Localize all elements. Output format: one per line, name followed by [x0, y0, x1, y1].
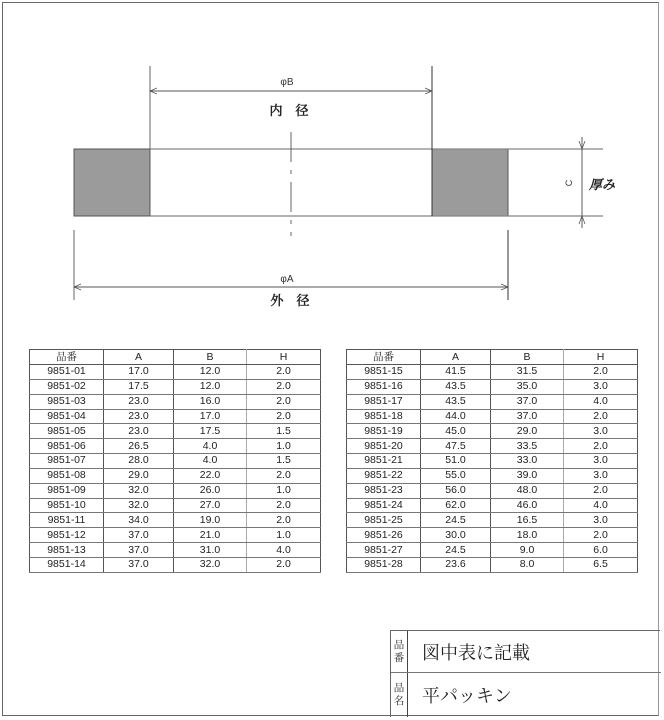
cell-a: 45.0 [421, 424, 491, 439]
cell-b: 22.0 [174, 468, 247, 483]
cell-a: 51.0 [421, 454, 491, 469]
cell-part-number: 9851-08 [30, 468, 104, 483]
cell-part-number: 9851-16 [347, 379, 421, 394]
part-name-label [391, 673, 408, 717]
cell-a: 23.0 [104, 409, 174, 424]
cell-a: 23.0 [104, 424, 174, 439]
cell-b: 17.5 [174, 424, 247, 439]
table-row [30, 528, 321, 543]
cell-a: 62.0 [421, 498, 491, 513]
cell-h: 2.0 [247, 498, 321, 513]
table-body-right [347, 365, 638, 573]
cell-part-number: 9851-09 [30, 483, 104, 498]
cell-b: 21.0 [174, 528, 247, 543]
cell-h: 2.0 [247, 513, 321, 528]
gasket-section-left [74, 149, 150, 216]
cell-part-number: 9851-17 [347, 394, 421, 409]
cell-h: 3.0 [564, 454, 638, 469]
thickness-symbol: C [564, 179, 574, 187]
cell-h: 2.0 [564, 528, 638, 543]
table-row [30, 513, 321, 528]
table-row [347, 528, 638, 543]
cell-a: 23.6 [421, 557, 491, 572]
cell-part-number: 9851-15 [347, 365, 421, 380]
cell-b: 17.0 [174, 409, 247, 424]
cell-part-number: 9851-25 [347, 513, 421, 528]
cell-a: 41.5 [421, 365, 491, 380]
header-h: H [247, 350, 321, 365]
header-part-number: 品番 [30, 350, 104, 365]
cell-part-number: 9851-02 [30, 379, 104, 394]
cell-a: 37.0 [104, 557, 174, 572]
cell-part-number: 9851-23 [347, 483, 421, 498]
title-block-part-number-row [391, 631, 661, 673]
table-row [347, 468, 638, 483]
cell-a: 30.0 [421, 528, 491, 543]
cell-b: 16.5 [491, 513, 564, 528]
cell-b: 32.0 [174, 557, 247, 572]
cell-b: 8.0 [491, 557, 564, 572]
cell-part-number: 9851-04 [30, 409, 104, 424]
cell-b: 9.0 [491, 543, 564, 558]
thickness-label: 厚み [589, 178, 616, 193]
cell-h: 3.0 [564, 379, 638, 394]
cell-a: 43.5 [421, 394, 491, 409]
cell-part-number: 9851-07 [30, 454, 104, 469]
cell-a: 32.0 [104, 483, 174, 498]
cell-a: 55.0 [421, 468, 491, 483]
cell-a: 37.0 [104, 528, 174, 543]
cell-a: 29.0 [104, 468, 174, 483]
cell-a: 26.5 [104, 439, 174, 454]
cell-b: 4.0 [174, 439, 247, 454]
title-block-part-name-row [391, 673, 661, 717]
table-row [30, 454, 321, 469]
cell-h: 4.0 [564, 394, 638, 409]
outer-diameter-symbol: φA [280, 274, 294, 285]
cell-h: 1.5 [247, 424, 321, 439]
header-a: A [421, 350, 491, 365]
dimension-table-right [346, 349, 638, 573]
cell-h: 3.0 [564, 424, 638, 439]
header-a: A [104, 350, 174, 365]
table-row [30, 439, 321, 454]
cell-b: 26.0 [174, 483, 247, 498]
header-b: B [491, 350, 564, 365]
cell-a: 43.5 [421, 379, 491, 394]
cell-part-number: 9851-19 [347, 424, 421, 439]
cell-a: 47.5 [421, 439, 491, 454]
cell-b: 31.5 [491, 365, 564, 380]
table-row [30, 483, 321, 498]
cell-h: 2.0 [564, 483, 638, 498]
cell-a: 17.5 [104, 379, 174, 394]
cell-h: 2.0 [247, 365, 321, 380]
cell-b: 33.0 [491, 454, 564, 469]
cell-h: 3.0 [564, 513, 638, 528]
table-row [347, 379, 638, 394]
cell-b: 12.0 [174, 379, 247, 394]
cell-b: 39.0 [491, 468, 564, 483]
table-header-row [30, 350, 321, 365]
cell-b: 46.0 [491, 498, 564, 513]
cell-h: 6.5 [564, 557, 638, 572]
table-row [347, 394, 638, 409]
cell-h: 2.0 [564, 439, 638, 454]
cell-h: 2.0 [247, 468, 321, 483]
cell-a: 44.0 [421, 409, 491, 424]
cell-part-number: 9851-14 [30, 557, 104, 572]
cell-part-number: 9851-13 [30, 543, 104, 558]
cell-part-number: 9851-12 [30, 528, 104, 543]
part-name-label-char-2: 名 [393, 695, 405, 707]
cell-part-number: 9851-18 [347, 409, 421, 424]
cell-h: 2.0 [247, 379, 321, 394]
table-row [347, 498, 638, 513]
cell-part-number: 9851-21 [347, 454, 421, 469]
cell-h: 2.0 [564, 409, 638, 424]
table-row [347, 439, 638, 454]
cell-part-number: 9851-26 [347, 528, 421, 543]
table-row [347, 424, 638, 439]
cell-a: 56.0 [421, 483, 491, 498]
table-row [347, 543, 638, 558]
cell-b: 16.0 [174, 394, 247, 409]
dimension-table-left [29, 349, 321, 573]
cell-h: 1.0 [247, 528, 321, 543]
part-number-label [391, 631, 408, 672]
cell-a: 24.5 [421, 513, 491, 528]
table-row [30, 379, 321, 394]
table-row [347, 483, 638, 498]
table-row [30, 424, 321, 439]
cell-a: 34.0 [104, 513, 174, 528]
table-header-row [347, 350, 638, 365]
cell-b: 27.0 [174, 498, 247, 513]
cell-h: 2.0 [564, 365, 638, 380]
cell-b: 37.0 [491, 409, 564, 424]
table-row [30, 409, 321, 424]
cell-part-number: 9851-20 [347, 439, 421, 454]
cell-b: 12.0 [174, 365, 247, 380]
cell-part-number: 9851-01 [30, 365, 104, 380]
part-name-value: 平パッキン [422, 686, 512, 707]
cell-b: 35.0 [491, 379, 564, 394]
table-body-left [30, 365, 321, 573]
cell-b: 33.5 [491, 439, 564, 454]
cell-h: 1.0 [247, 439, 321, 454]
cell-a: 32.0 [104, 498, 174, 513]
table-row [347, 454, 638, 469]
part-number-value: 図中表に記載 [422, 642, 530, 664]
cell-h: 3.0 [564, 468, 638, 483]
cell-a: 37.0 [104, 543, 174, 558]
cell-a: 23.0 [104, 394, 174, 409]
table-row [347, 409, 638, 424]
cell-h: 4.0 [564, 498, 638, 513]
cell-b: 19.0 [174, 513, 247, 528]
cell-h: 2.0 [247, 409, 321, 424]
cell-part-number: 9851-22 [347, 468, 421, 483]
gasket-section-right [432, 149, 508, 216]
table-row [347, 513, 638, 528]
title-block [390, 630, 660, 717]
table-row [30, 543, 321, 558]
table-row [347, 365, 638, 380]
part-name-label-char-1: 品 [393, 682, 405, 694]
cell-h: 2.0 [247, 394, 321, 409]
cell-part-number: 9851-24 [347, 498, 421, 513]
table-row [30, 498, 321, 513]
cell-h: 1.5 [247, 454, 321, 469]
cell-h: 4.0 [247, 543, 321, 558]
gasket-drawing [0, 0, 664, 340]
cell-b: 37.0 [491, 394, 564, 409]
table-row [30, 468, 321, 483]
cell-part-number: 9851-10 [30, 498, 104, 513]
inner-diameter-symbol: φB [280, 77, 294, 88]
cell-part-number: 9851-03 [30, 394, 104, 409]
cell-part-number: 9851-05 [30, 424, 104, 439]
cell-b: 4.0 [174, 454, 247, 469]
cell-part-number: 9851-06 [30, 439, 104, 454]
cell-b: 31.0 [174, 543, 247, 558]
table-row [347, 557, 638, 572]
cell-a: 28.0 [104, 454, 174, 469]
cell-b: 18.0 [491, 528, 564, 543]
table-row [30, 394, 321, 409]
cell-b: 29.0 [491, 424, 564, 439]
cell-h: 6.0 [564, 543, 638, 558]
cell-h: 2.0 [247, 557, 321, 572]
outer-diameter-label: 外 径 [270, 294, 310, 309]
table-row [30, 557, 321, 572]
header-b: B [174, 350, 247, 365]
inner-diameter-label: 内 径 [269, 104, 309, 119]
cell-b: 48.0 [491, 483, 564, 498]
cell-part-number: 9851-11 [30, 513, 104, 528]
header-h: H [564, 350, 638, 365]
table-row [30, 365, 321, 380]
cell-part-number: 9851-28 [347, 557, 421, 572]
cell-part-number: 9851-27 [347, 543, 421, 558]
cell-h: 1.0 [247, 483, 321, 498]
cell-a: 17.0 [104, 365, 174, 380]
cell-a: 24.5 [421, 543, 491, 558]
header-part-number: 品番 [347, 350, 421, 365]
part-number-label-char-2: 番 [393, 651, 405, 664]
part-number-label-char-1: 品 [393, 638, 405, 651]
